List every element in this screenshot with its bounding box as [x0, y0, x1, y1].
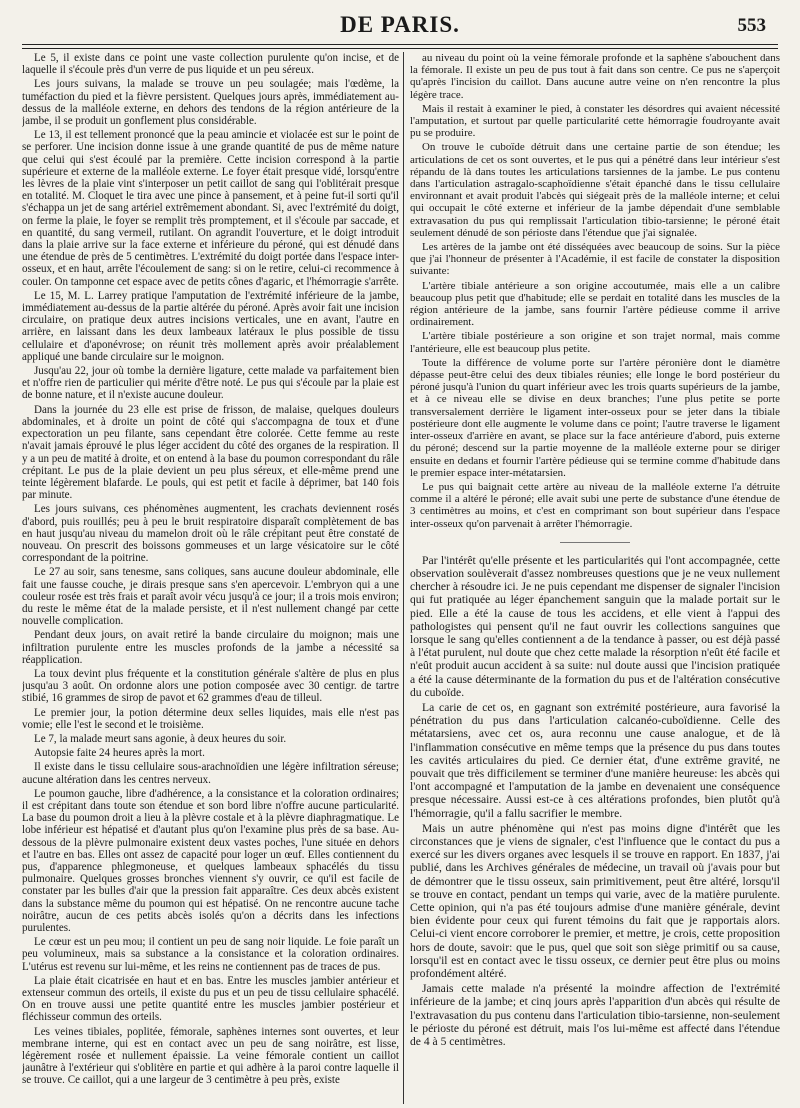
paragraph: Le 13, il est tellement prononcé que la peau amincie et violacée est sur le point de se perforer. Une incision donne issue à une grande quantité de pus de même nature que celui qui s'est écoulé par la première. Cette incision correspond à la partie supérieure et externe de la malléole externe. Le foyer était presque vidé, lorsqu'entre les lèvres de la plaie vint s'interposer un petit caillot de sang qui l'oblitérait presque en totalité. M. Cloquet le tira avec une pince à pansement, et à peine fut-il sorti qu'il s'échappa un jet de sang artériel extrêmement abondant. Si, avec l'extrémité du doigt, on ferme la plaie, le foyer se remplit très promptement, et il s'écoule par saccade, et en quantité, du sang vermeil, rutilant. On agrandit l'ouverture, et le doigt introduit dans la plaie arrive sur la face externe et inférieure du péroné, qui est dénudé dans une étendue de près de 5 centimètres. L'extrémité du doigt portée dans l'espace inter-osseux, et en haut, arrête l'écoulement de sang: si on le retire, celui-ci recommence à couler. On tamponne cet espace avec de petits cônes d'agaric, et l'hémorragie s'arrête.: [22, 129, 399, 288]
paragraph: Le pus qui baignait cette artère au niveau de la malléole externe l'a détruite comme il a altéré le péroné; elle avait subi une perte de substance d'une étendue de 3 centimètres au moins, et c'est en comprimant son bout supérieur dans l'espace inter-osseux qu'on parvenait à arrêter l'hémorragie.: [410, 480, 780, 530]
commentary-section: [410, 554, 780, 1049]
paragraph: Dans la journée du 23 elle est prise de frisson, de malaise, quelques douleurs abdominales, et à droite un point de côté qui s'accompagna de toux et d'une expectoration un peu filante, sans cependant être colorée. Cette femme au reste n'avait jamais éprouvé le plus léger accident du côté des organes de la respiration. Il y a un peu de matité à droite, et on entend à la base du poumon correspondant du râle crépitant. Le pus de la plaie devient un peu plus séreux, et elle-même prend une teinte légèrement blafarde. Le pouls, qui est petit et facile à déprimer, bat 140 fois par minute.: [22, 403, 399, 502]
paragraph: Le 27 au soir, sans tenesme, sans coliques, sans aucune douleur abdominale, elle fait une fausse couche, je dirais presque sans s'en apercevoir. L'embryon qui a une couleur rosée est très frais et paraît avoir vécu jusqu'à ce jour; il a trois mois environ; du reste le même état de la malade persiste, et il n'est nullement changé par cette nouvelle complication.: [22, 566, 399, 628]
paragraph: Le cœur est un peu mou; il contient un peu de sang noir liquide. Le foie paraît un peu volumineux, mais sa substance a la consistance et la coloration ordinaires. L'utérus est revenu sur lui-même, et les reins ne contiennent pas de traces de pus.: [22, 936, 399, 973]
paragraph: Mais un autre phénomène qui n'est pas moins digne d'intérêt que les circonstances que je viens de signaler, c'est l'influence que le contact du pus a exercé sur les divers organes avec lesquels il se trouve en rapport. En 1837, j'ai publié, dans les Archives générales de médecine, un travail où j'avais pour but de démontrer que le tissu osseux, sain primitivement, peut être altéré, lorsqu'il se trouve en contact, pendant un temps qui varie, avec de la matière purulente. Cette opinion, qui n'a pas été toujours admise d'une manière générale, devint bien évidente pour ceux qui furent témoins du fait que je rapportais alors. Celui-ci vient encore corroborer le premier, et mettre, je crois, cette proposition hors de doute, savoir: que le pus, quel que soit son siège primitif ou sa cause, lorsqu'il est en contact avec le tissu osseux, ce dernier peut être plus ou moins profondément altéré.: [410, 821, 780, 981]
paragraph: Le poumon gauche, libre d'adhérence, a la consistance et la coloration ordinaires; il est crépitant dans toute son étendue et son bord libre n'offre aucune particularité. La base du poumon droit a lieu à la plèvre costale et à la plèvre diaphragmatique. Le lobe inférieur est hépatisé et d'autant plus qu'on l'examine plus près de sa base. Au-dessous de la plèvre pulmonaire existent deux vastes poches, l'une située en dehors et l'autre en bas. Elles ont assez de capacité pour loger un œuf. Elles contiennent du pus, d'apparence phlegmoneuse, et quelques lambeaux sphacélés du tissu pulmonaire. Quelques grosses bronches viennent s'y ouvrir, ce qu'il est facile de constater par les bulles d'air que la pression fait apparaître. Ces deux abcès existent dans la substance même du poumon qui est hépatisé. On ne rencontre aucune tache noirâtre, aucun de ces petits abcès isolés qu'on a décrits dans les infections purulentes.: [22, 787, 399, 935]
paragraph: Le premier jour, la potion détermine deux selles liquides, mais elle n'est pas vomie; elle l'est le second et le troisième.: [22, 706, 399, 731]
paragraph: Jamais cette malade n'a présenté la moindre affection de l'extrémité inférieure de la jambe; et cinq jours après l'apparition d'un abcès qui résulte de l'extravasation du pus contenu dans l'articulation tibio-tarsienne, non-seulement le périoste du péroné est détruit, mais l'os lui-même est affecté dans l'étendue de 4 à 5 centimètres.: [410, 982, 780, 1049]
page-title: DE PARIS.: [340, 12, 460, 37]
paragraph: La toux devint plus fréquente et la constitution générale s'altère de plus en plus jusqu'au 3 août. On ordonne alors une potion composée avec 30 centigr. de tartre stibié, 16 grammes de sirop de pavot et 62 grammes d'eau de tilleul.: [22, 667, 399, 705]
page-number: 553: [737, 15, 766, 36]
paragraph: Pendant deux jours, on avait retiré la bande circulaire du moignon; mais une infiltration purulente entre les muscles profonds de la jambe a nécessité sa réapplication.: [22, 629, 399, 666]
paragraph: L'artère tibiale postérieure a son origine et son trajet normal, mais comme l'antérieure, elle est beaucoup plus petite.: [410, 330, 780, 355]
paragraph: Toute la différence de volume porte sur l'artère péronière dont le diamètre dépasse peut-être celui des deux tibiales réunies; elle longe le bord postérieur du péroné jusqu'à l'union du quart inférieur avec les trois quarts supérieurs de la jambe, et à ce niveau elle se divise en deux branches; l'une plus petite se porte transversalement derrière le ligament inter-osseux pour se jeter dans la tibiale postérieure dont elle augmente le volume dans ce point; l'autre traverse le ligament inter-osseux d'arrière en avant, se place sur la face antérieure d'abord, puis externe du péroné; descend sur la partie moyenne de la malléole externe pour se diriger ensuite en dedans et fournir l'artère pédieuse qui se termine comme d'habitude dans le premier espace inter-métatarsien.: [410, 356, 780, 479]
column-divider: [403, 52, 404, 1104]
paragraph: Par l'intérêt qu'elle présente et les particularités qui l'ont accompagnée, cette observation soulèverait d'assez nombreuses questions que je ne veux nullement chercher à résoudre ici. Je ne puis cependant me dispenser de signaler l'incision qui fut pratiquée au léger épanchement sanguin que la malade portait sur le pied. Elle a été la cause de tous les accidens, et elle vient à l'appui des pathologistes qui pensent qu'il ne faut ouvrir les collections sanguines que lorsque le sang qu'elles contiennent a de la tendance à passer, ou est déjà passé à l'état purulent, nul doute que chez cette malade la résorption n'eût été facile et n'eût produit aucun accident à sa suite: nul doute aussi que l'incision pratiquée a été la cause déterminante de la formation du pus et de l'altération consécutive du cuboïde.: [410, 553, 780, 699]
paragraph: au niveau du point où la veine fémorale profonde et la saphène s'abouchent dans la fémorale. Il existe un peu de pus tout à fait dans son centre. Ce pus ne s'aperçoit qu'après l'incision du caillot. Dans aucune autre veine on n'en rencontre la plus légère trace.: [410, 52, 780, 101]
paragraph: L'artère tibiale antérieure a son origine accoutumée, mais elle a un calibre beaucoup plus petit que d'habitude; elle se perdait en totalité dans les muscles de la région antérieure de la jambe, sans fournir l'artère pédieuse comme il arrive ordinairement.: [410, 279, 780, 329]
left-column: [22, 52, 399, 1104]
paragraph: La carie de cet os, en gagnant son extrémité postérieure, aura favorisé la pénétration du pus dans l'articulation calcanéo-cuboïdienne. Celle des métatarsiens, avec cet os, aura reconnu une cause analogue, et de là l'inflammation consécutive en même temps que la présence du pus dans toutes les cavités articulaires du pied. Ce dernier état, d'une extrême gravité, ne pouvait que très difficilement se terminer d'une manière heureuse: les abcès qui l'ont accompagné et l'amputation de la jambe en devenaient une conséquence presque nécessaire. Aussi est-ce à ces altérations profondes, bien plutôt qu'à l'hémorragie, qu'il a fallu sacrifier le membre.: [410, 700, 780, 820]
header-rule-thin: [22, 48, 778, 49]
paragraph: Le 15, M. L. Larrey pratique l'amputation de l'extrémité inférieure de la jambe, immédiatement au-dessus de la partie altérée du péroné. Après avoir fait une incision circulaire, on pratique deux autres incisions verticales, une en avant, l'autre en arrière, en laissant dans les deux lambeaux latéraux le plus possible de tissu cellulaire et d'aponévrose; on réunit très mollement après avoir préalablement appliqué une bande circulaire sur le moignon.: [22, 289, 399, 363]
section-separator: [410, 532, 780, 554]
paragraph: Il existe dans le tissu cellulaire sous-arachnoïdien une légère infiltration séreuse; aucune altération dans les centres nerveux.: [22, 761, 399, 786]
paragraph: Mais il restait à examiner le pied, à constater les désordres qui avaient nécessité l'amputation, et surtout par quelle particularité cette hémorragie foudroyante avait pu se produire.: [410, 102, 780, 140]
paragraph: Les veines tibiales, poplitée, fémorale, saphènes internes sont ouvertes, et leur membrane interne, qui est en contact avec un peu de sang noirâtre, est lisse, légèrement rosée et nullement épaissie. La veine fémorale contient un caillot jaunâtre à l'extérieur qui s'oblitère en partie et qui adhère à la paroi contre laquelle il se trouve. Ce caillot, qui a une largeur de 3 centimètre à peu près, existe: [22, 1025, 399, 1087]
paragraph: Le 7, la malade meurt sans agonie, à deux heures du soir.: [34, 732, 287, 745]
paragraph: Les jours suivans, ces phénomènes augmentent, les crachats deviennent rosés d'abord, puis rouillés; peu à peu le bruit respiratoire disparaît complètement de bas en haut jusqu'au niveau du mamelon droit où le râle crépitant peut être constaté de nouveau. On prescrit des boissons gommeuses et un large vésicatoire sur le côté correspondant de la poitrine.: [22, 503, 399, 565]
autopsy-heading: Autopsie faite 24 heures après la mort.: [34, 747, 205, 760]
paragraph: Les jours suivans, la malade se trouve un peu soulagée; mais l'œdème, la tuméfaction du pied et la fièvre persistent. Quelques jours après, immédiatement au-dessus de la malléole externe, en dehors des tendons de la région antérieure de la jambe, il se produit un gonflement plus considérable.: [22, 78, 399, 128]
header-rule: [22, 44, 778, 45]
right-column: [410, 52, 780, 1104]
paragraph: La plaie était cicatrisée en haut et en bas. Entre les muscles jambier antérieur et extenseur commun des orteils, il existe du pus et un peu de tissu cellulaire sphacélé. On en trouve aussi une petite quantité entre les muscles jambier postérieur et fléchisseur commun des orteils.: [22, 974, 399, 1024]
page-header: [0, 0, 800, 44]
paragraph: On trouve le cuboïde détruit dans une certaine partie de son étendue; les articulations de cet os sont ouvertes, et le pus qui a pénétré dans leur intérieur s'est répandu de là dans toutes les articulations tarsiennes de la jambe. Le pus contenu dans l'articulation astragalo-scaphoïdienne s'était épanché dans le tissu cellulaire environnant et avait produit l'abcès qui siégeait près de la malléole interne; et celui qui occupait le côté externe et inférieur de la jambe dépendait d'une semblable extravasation du pus qui remplissait l'articulation tibio-tarsienne; le péroné était seulement dénudé de son périoste dans l'étendue que j'ai signalée.: [410, 141, 780, 239]
paragraph: Le 5, il existe dans ce point une vaste collection purulente qu'on incise, et de laquelle il s'écoule près d'un verre de pus liquide et un peu séreux.: [22, 52, 399, 77]
paragraph: Jusqu'au 22, jour où tombe la dernière ligature, cette malade va parfaitement bien et n'offre rien de particulier qui mérite d'être noté. Le pus qui s'écoule par la plaie est de bonne nature, et il n'existe aucune douleur.: [22, 365, 399, 402]
paragraph: Les artères de la jambe ont été disséquées avec beaucoup de soins. Sur la pièce que j'ai l'honneur de présenter à l'Académie, il est facile de constater la disposition suivante:: [410, 241, 780, 278]
